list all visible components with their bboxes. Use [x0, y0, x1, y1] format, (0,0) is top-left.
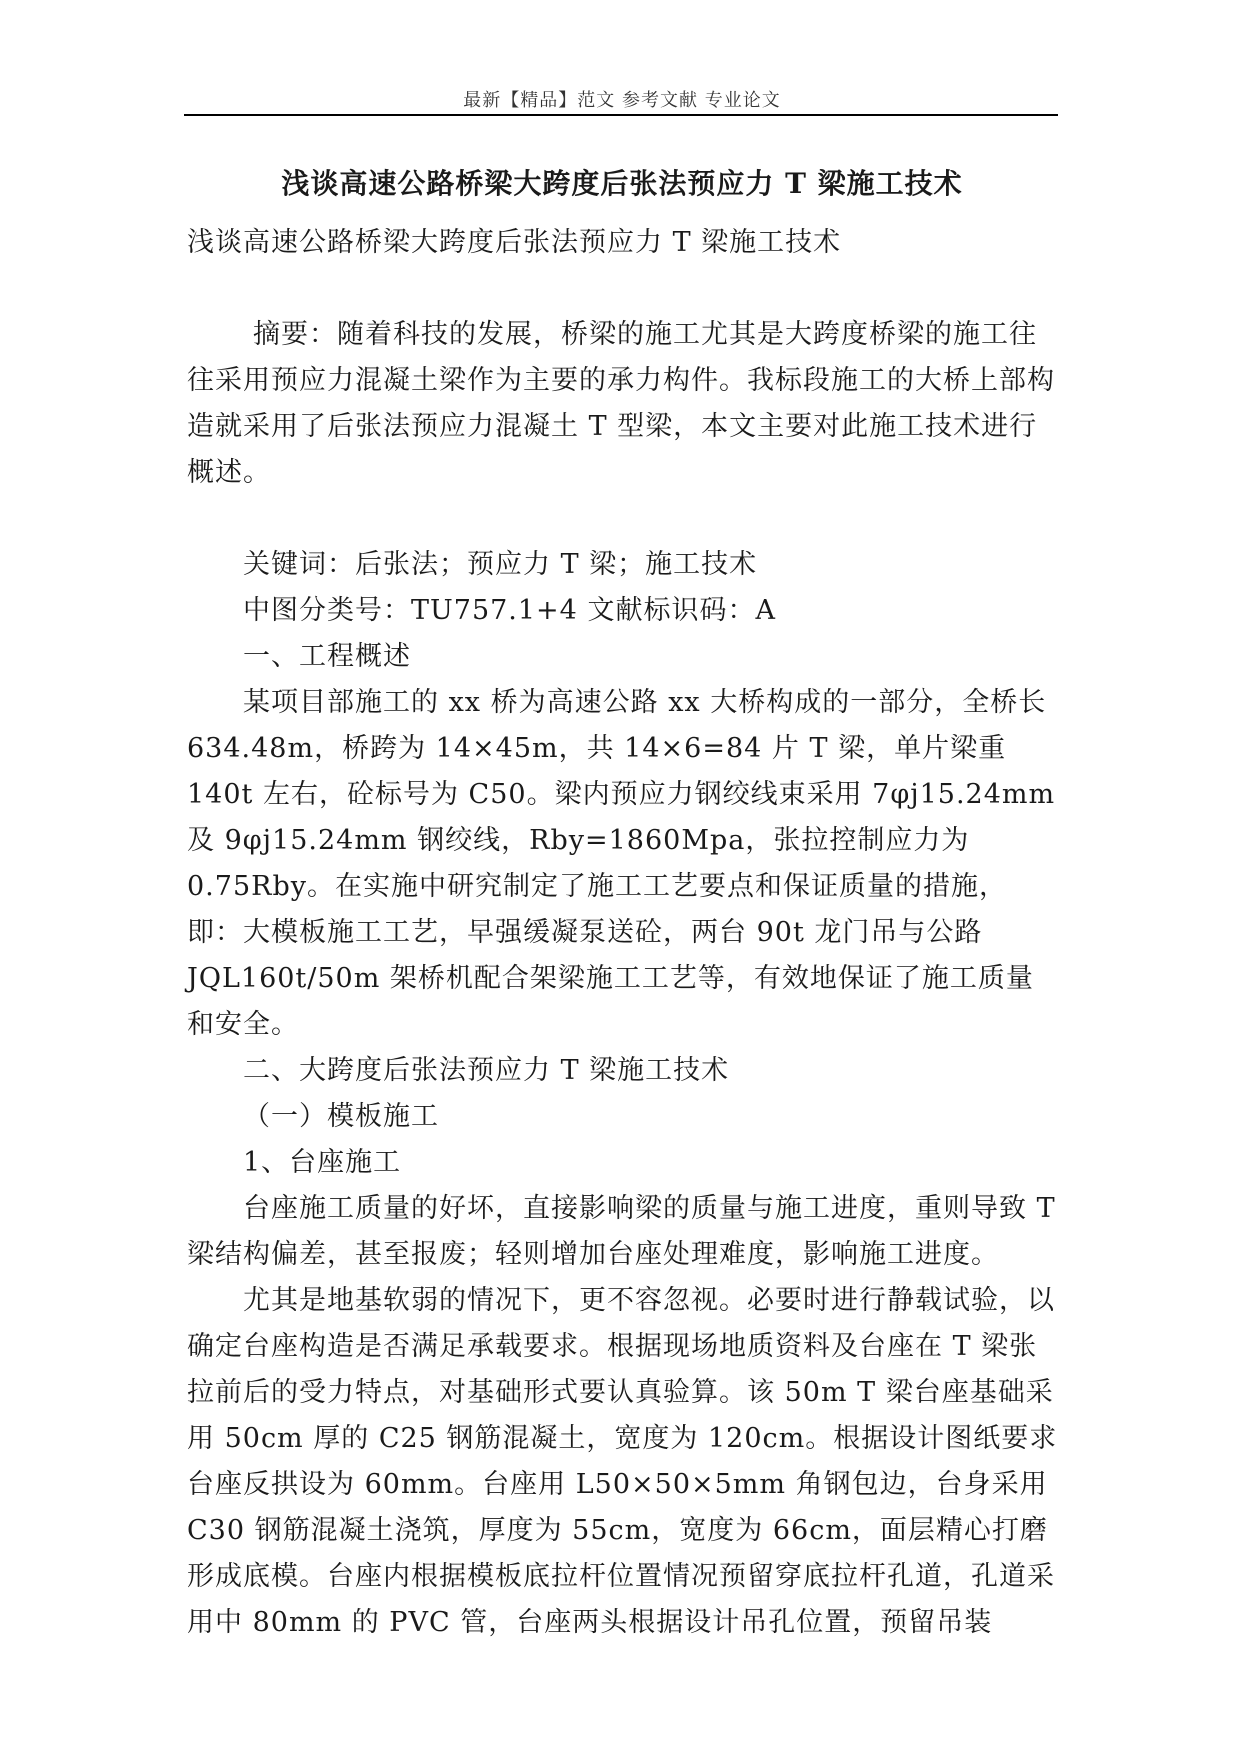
classification-line: 中图分类号：TU757.1+4 文献标识码：A — [243, 595, 776, 626]
document-subtitle: 浅谈高速公路桥梁大跨度后张法预应力 T 梁施工技术 — [187, 227, 842, 258]
section-heading-2: 二、大跨度后张法预应力 T 梁施工技术 — [243, 1055, 730, 1086]
section1-paragraph: 某项目部施工的 xx 桥为高速公路 xx 大桥构成的一部分，全桥长 634.48m，桥跨为 14×45m，共 14×6=84 片 T 梁，单片梁重 140t 左右，砼标号为 C50。梁内预应力钢绞线束采用 7φj15.24mm 及 9φj15.24mm 钢绞线，Rby=1860Mpa，张拉控制应力为 0.75Rby。在实施中研究制定了施工工艺要点和保证质量的措施，即：大模板施工工艺，早强缓凝泵送砼，两台 90t 龙门吊与公路 JQL160t/50m 架桥机配合架梁施工工艺等，有效地保证了施工质量和安全。 — [187, 687, 1056, 1040]
subsection-heading-1: （一）模板施工 — [243, 1101, 439, 1132]
item1-paragraph-1: 台座施工质量的好坏，直接影响梁的质量与施工进度，重则导致 T 梁结构偏差，甚至报废；轻则增加台座处理难度，影响施工进度。 — [187, 1193, 1056, 1270]
page-header: 最新【精品】范文 参考文献 专业论文 — [463, 90, 781, 111]
item-heading-1: 1、台座施工 — [243, 1147, 402, 1178]
keywords-line: 关键词：后张法；预应力 T 梁；施工技术 — [243, 549, 758, 580]
document-body — [187, 220, 1059, 1646]
header-rule — [184, 114, 1058, 116]
section-heading-1: 一、工程概述 — [243, 641, 411, 672]
document-title: 浅谈高速公路桥梁大跨度后张法预应力 T 梁施工技术 — [281, 167, 963, 200]
abstract-paragraph: 摘要：随着科技的发展，桥梁的施工尤其是大跨度桥梁的施工往往采用预应力混凝土梁作为主要的承力构件。我标段施工的大桥上部构造就采用了后张法预应力混凝土 T 型梁，本文主要对此施工技术进行概述。 — [187, 319, 1055, 488]
item1-paragraph-2: 尤其是地基软弱的情况下，更不容忽视。必要时进行静载试验，以确定台座构造是否满足承载要求。根据现场地质资料及台座在 T 梁张拉前后的受力特点，对基础形式要认真验算。该 50m T 梁台座基础采用 50cm 厚的 C25 钢筋混凝土，宽度为 120cm。根据设计图纸要求台座反拱设为 60mm。台座用 L50×50×5mm 角钢包边，台身采用 C30 钢筋混凝土浇筑，厚度为 55cm，宽度为 66cm，面层精心打磨形成底模。台座内根据模板底拉杆位置情况预留穿底拉杆孔道，孔道采用中 80mm 的 PVC 管，台座两头根据设计吊孔位置，预留吊装 — [187, 1285, 1058, 1638]
